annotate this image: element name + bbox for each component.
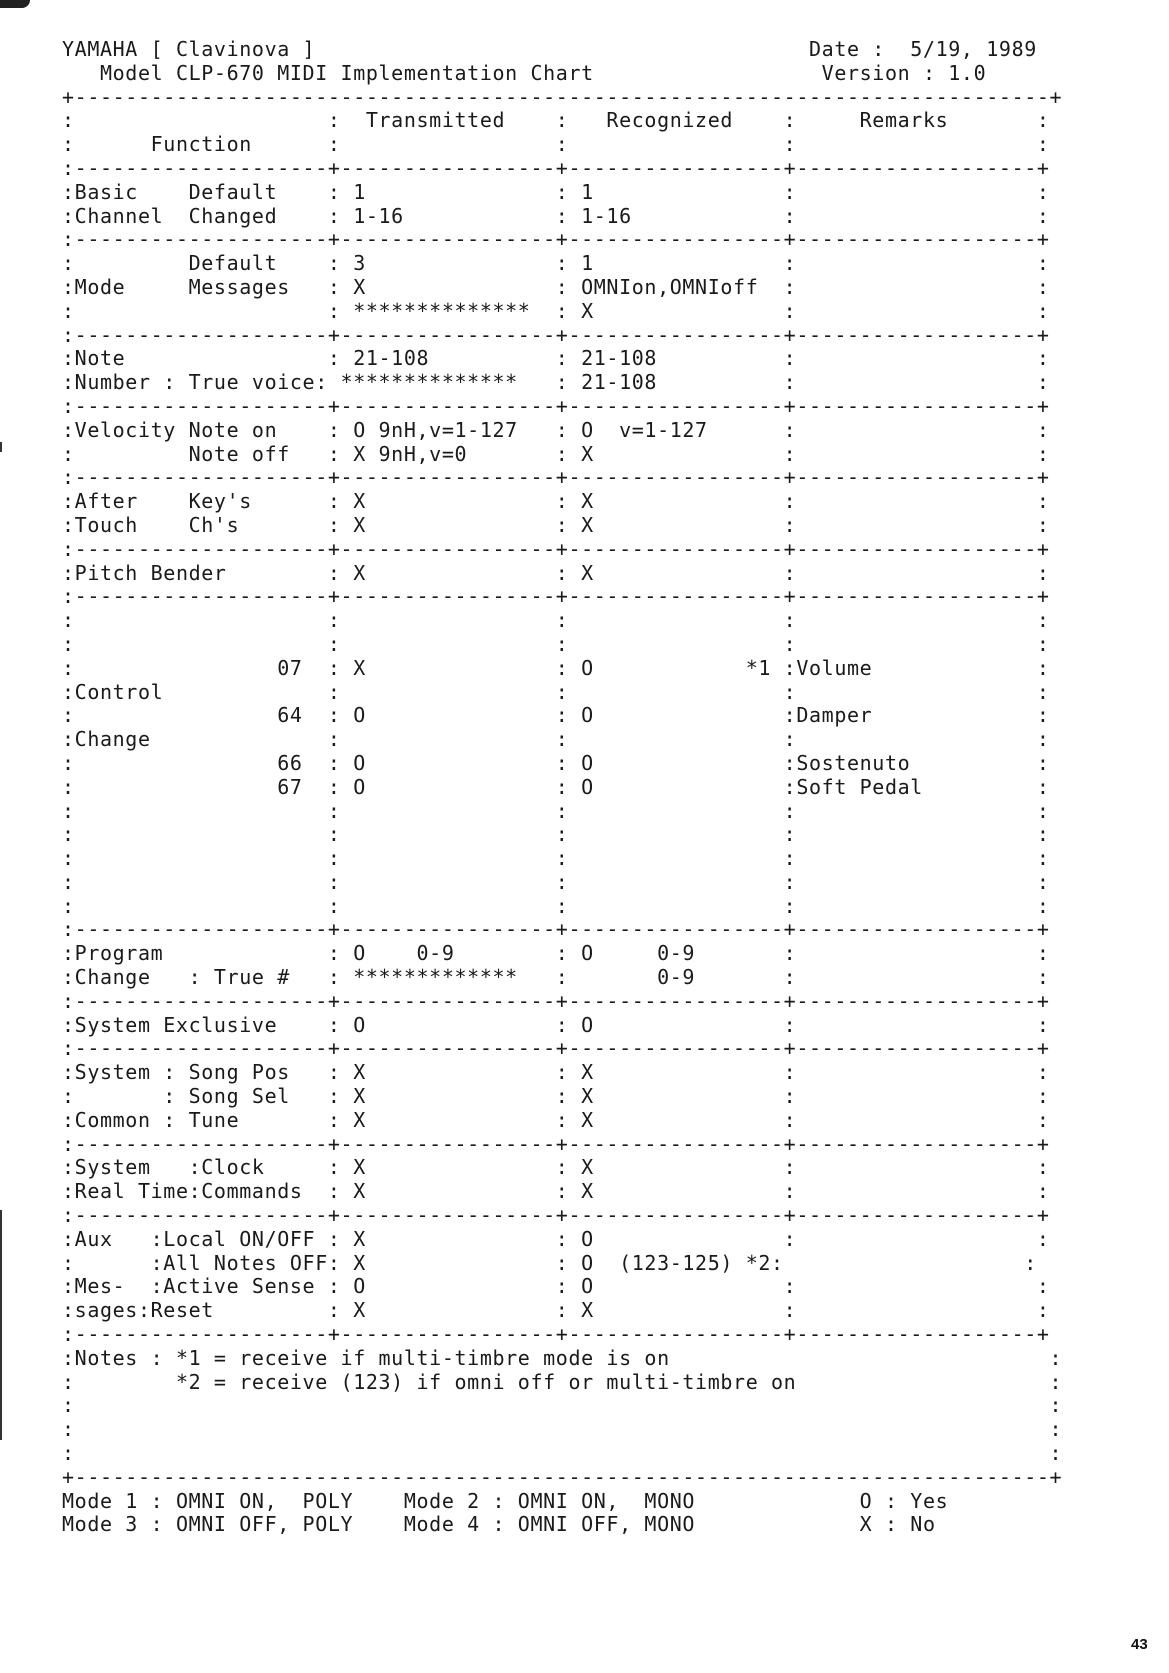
- chart-line: :Basic Default : 1 : 1 : :: [62, 179, 1050, 204]
- chart-line: :Number : True voice: ************** : 21-108 : :: [62, 370, 1050, 395]
- chart-line: : Note off : X 9nH,v=0 : X : :: [62, 441, 1050, 466]
- scan-corner-mark: [0, 0, 30, 8]
- chart-line: : : : : :: [62, 608, 1050, 633]
- chart-line: :System Exclusive : O : O : :: [62, 1012, 1050, 1037]
- chart-line: :Velocity Note on : O 9nH,v=1-127 : O v=1-127 : :: [62, 417, 1050, 442]
- chart-line: :Change : True # : ************* : 0-9 : :: [62, 965, 1050, 990]
- chart-line: :Touch Ch's : X : X : :: [62, 512, 1050, 537]
- chart-line: : : : : :: [62, 798, 1050, 823]
- chart-line: :--------------------+-----------------+-----------------+-------------------+: [62, 1036, 1050, 1061]
- chart-line: :Channel Changed : 1-16 : 1-16 : :: [62, 203, 1050, 228]
- scan-margin-mark: [0, 442, 2, 452]
- chart-line: : :: [62, 1393, 1063, 1418]
- chart-line: :--------------------+-----------------+-----------------+-------------------+: [62, 584, 1050, 609]
- chart-line: : : : : :: [62, 869, 1050, 894]
- chart-line: : : : : :: [62, 846, 1050, 871]
- chart-line: :--------------------+-----------------+-----------------+-------------------+: [62, 536, 1050, 561]
- chart-line: : :All Notes OFF: X : O (123-125) *2: :: [62, 1250, 1037, 1275]
- chart-line: :--------------------+-----------------+-----------------+-------------------+: [62, 155, 1050, 180]
- chart-line: :Mes- :Active Sense : O : O : :: [62, 1274, 1050, 1299]
- chart-line: : 66 : O : O :Sostenuto :: [62, 750, 1050, 775]
- chart-line: :Change : : : :: [62, 727, 1050, 752]
- chart-line: : 64 : O : O :Damper :: [62, 703, 1050, 728]
- chart-line: : 67 : O : O :Soft Pedal :: [62, 774, 1050, 799]
- chart-line: :Mode Messages : X : OMNIon,OMNIoff : :: [62, 274, 1050, 299]
- chart-line: : *2 = receive (123) if omni off or multi-timbre on :: [62, 1369, 1063, 1394]
- chart-line: :--------------------+-----------------+-----------------+-------------------+: [62, 465, 1050, 490]
- chart-line: +-----------------------------------------------------------------------------+: [62, 84, 1063, 109]
- chart-line: Model CLP-670 MIDI Implementation Chart Version : 1.0: [62, 60, 987, 85]
- chart-line: +-----------------------------------------------------------------------------+: [62, 1464, 1063, 1489]
- chart-line: :--------------------+-----------------+-----------------+-------------------+: [62, 393, 1050, 418]
- chart-line: : Function : : : :: [62, 132, 1050, 157]
- chart-line: :System :Clock : X : X : :: [62, 1155, 1050, 1180]
- page-number: 43: [1131, 1636, 1148, 1653]
- chart-line: YAMAHA [ Clavinova ] Date : 5/19, 1989: [62, 37, 1037, 61]
- chart-line: :After Key's : X : X : :: [62, 489, 1050, 514]
- chart-line: :--------------------+-----------------+-----------------+-------------------+: [62, 227, 1050, 252]
- chart-line: : : Transmitted : Recognized : Remarks :: [62, 108, 1050, 133]
- scan-margin-mark: [0, 1210, 2, 1440]
- chart-line: :System : Song Pos : X : X : :: [62, 1060, 1050, 1085]
- chart-line: :--------------------+-----------------+-----------------+-------------------+: [62, 1203, 1050, 1228]
- chart-line: :Control : : : :: [62, 679, 1050, 704]
- midi-implementation-chart: [62, 38, 1062, 1537]
- chart-line: :Note : 21-108 : 21-108 : :: [62, 346, 1050, 371]
- chart-line: : :: [62, 1417, 1063, 1442]
- chart-line: Mode 3 : OMNI OFF, POLY Mode 4 : OMNI OFF, MONO X : No: [62, 1512, 936, 1537]
- chart-line: :--------------------+-----------------+-----------------+-------------------+: [62, 1322, 1050, 1347]
- chart-line: : Default : 3 : 1 : :: [62, 251, 1050, 276]
- chart-line: :Aux :Local ON/OFF : X : O : :: [62, 1226, 1050, 1251]
- chart-line: : : ************** : X : :: [62, 298, 1050, 323]
- chart-line: : : : : :: [62, 893, 1050, 918]
- chart-line: : : : : :: [62, 822, 1050, 847]
- chart-line: : 07 : X : O *1 :Volume :: [62, 655, 1050, 680]
- chart-line: : :: [62, 1441, 1063, 1466]
- chart-line: : : : : :: [62, 631, 1050, 656]
- chart-line: :Pitch Bender : X : X : :: [62, 560, 1050, 585]
- chart-line: Mode 1 : OMNI ON, POLY Mode 2 : OMNI ON, MONO O : Yes: [62, 1488, 949, 1513]
- chart-line: :--------------------+-----------------+-----------------+-------------------+: [62, 988, 1050, 1013]
- chart-line: : : Song Sel : X : X : :: [62, 1084, 1050, 1109]
- chart-line: :Program : O 0-9 : O 0-9 : :: [62, 941, 1050, 966]
- chart-line: :sages:Reset : X : X : :: [62, 1298, 1050, 1323]
- chart-line: :Common : Tune : X : X : :: [62, 1107, 1050, 1132]
- chart-line: :--------------------+-----------------+-----------------+-------------------+: [62, 917, 1050, 942]
- chart-line: :Notes : *1 = receive if multi-timbre mode is on :: [62, 1345, 1063, 1370]
- chart-line: :--------------------+-----------------+-----------------+-------------------+: [62, 322, 1050, 347]
- chart-line: :--------------------+-----------------+-----------------+-------------------+: [62, 1131, 1050, 1156]
- chart-line: :Real Time:Commands : X : X : :: [62, 1179, 1050, 1204]
